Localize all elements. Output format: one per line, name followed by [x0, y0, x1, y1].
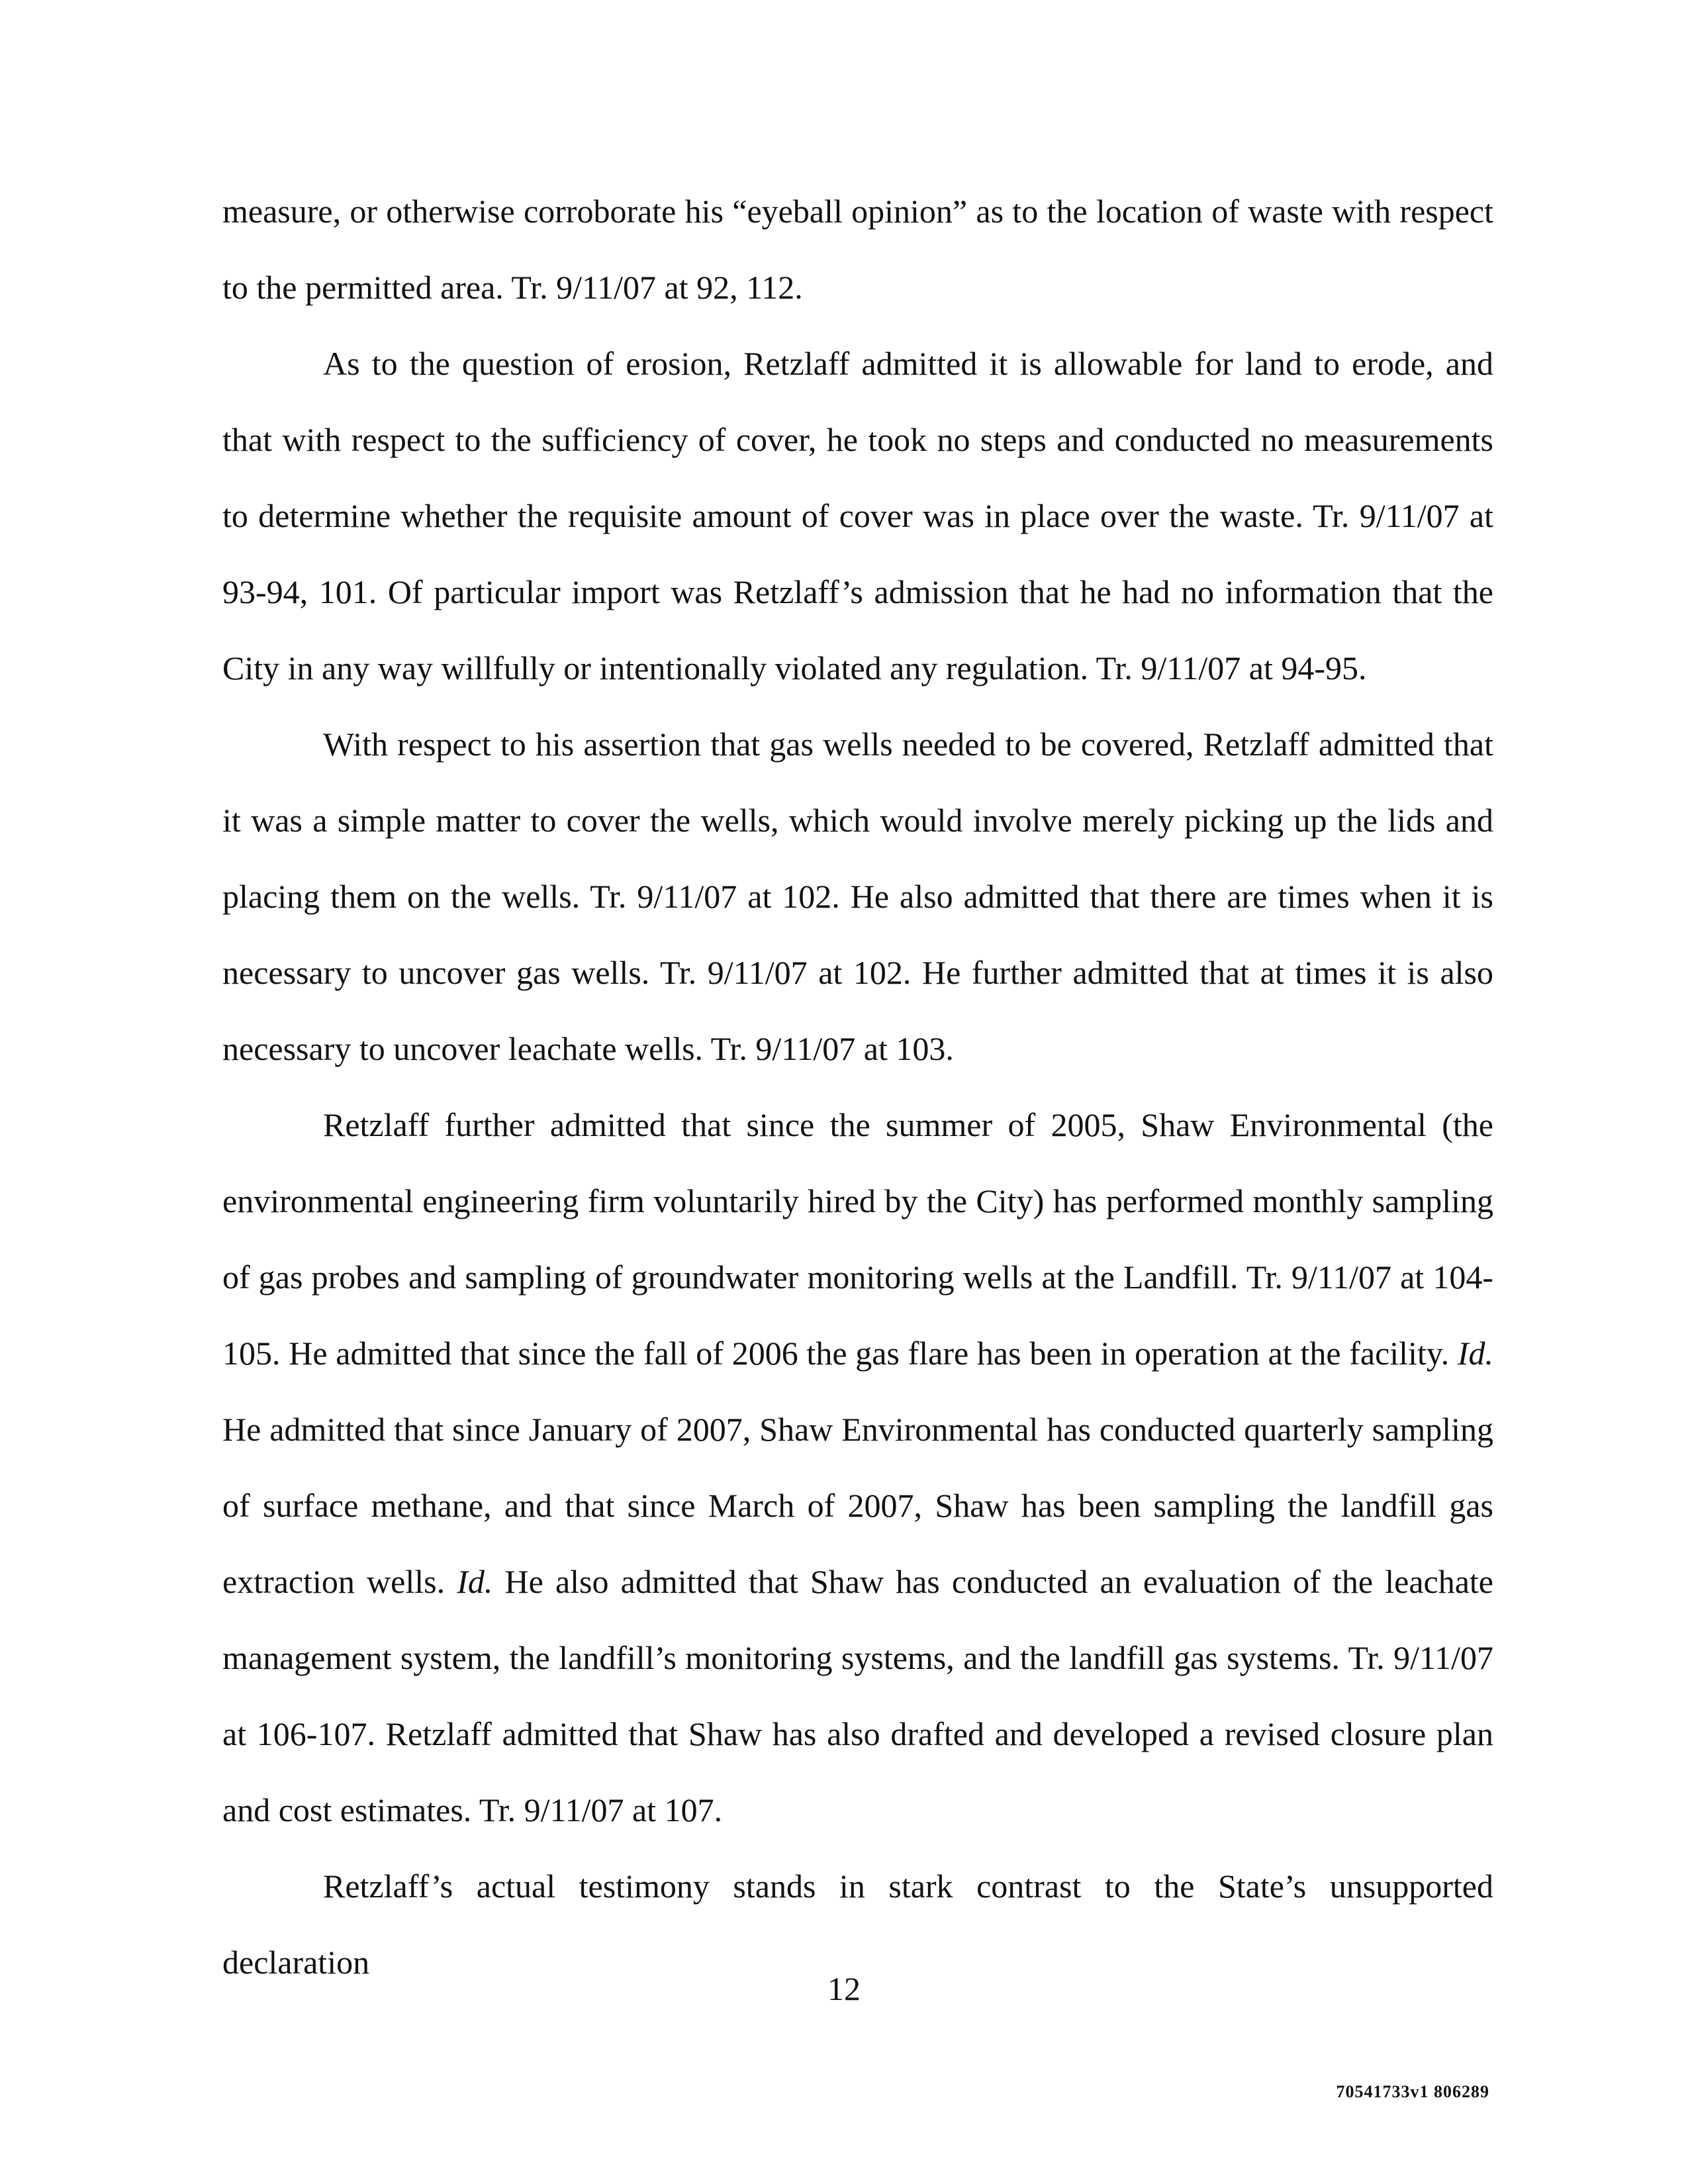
paragraph-4-part-2: He admitted that since January of 2007, Shaw Environmental has conducted quarterly sampling of surface methane, and that since March of 2007, Shaw has been sampling the landfill gas extraction wells. — [222, 1411, 1493, 1600]
id-citation: Id. — [1457, 1335, 1493, 1372]
page-number: 12 — [827, 1970, 861, 2007]
paragraph-2: As to the question of erosion, Retzlaff admitted it is allowable for land to erode, and that with respect to the sufficiency of cover, he took no steps and conducted no measurements to determine whether the requisite amount of cover was in place over the waste. Tr. 9/11/07 at 93-94, 101. Of particular import was Retzlaff’s admission that he had no information that the City in any way willfully or intentionally violated any regulation. Tr. 9/11/07 at 94-95. — [222, 345, 1493, 687]
body-text — [222, 173, 1493, 2001]
paragraph-4 — [222, 1087, 1493, 1848]
document-id: 70541733v1 806289 — [1336, 2082, 1489, 2101]
paragraph-4-part-3: He also admitted that Shaw has conducted an evaluation of the leachate management system, the landfill’s monitoring systems, and the landfill gas systems. Tr. 9/11/07 at 106-107. Retzlaff admitted that Shaw has also drafted and developed a revised closure plan and cost estimates. Tr. 9/11/07 at 107. — [222, 1563, 1493, 1828]
paragraph-5: Retzlaff’s actual testimony stands in stark contrast to the State’s unsupported declaration — [222, 1868, 1493, 1981]
paragraph-4-part-1: Retzlaff further admitted that since the summer of 2005, Shaw Environmental (the environmental engineering firm voluntarily hired by the City) has performed monthly sampling of gas probes and sampling of groundwater monitoring wells at the Landfill. Tr. 9/11/07 at 104-105. He admitted that since the fall of 2006 the gas flare has been in operation at the facility. — [222, 1106, 1493, 1372]
paragraph-1: measure, or otherwise corroborate his “eyeball opinion” as to the location of waste with respect to the permitted area. Tr. 9/11/07 at 92, 112. — [222, 193, 1493, 306]
id-citation: Id. — [457, 1563, 493, 1600]
paragraph-3: With respect to his assertion that gas wells needed to be covered, Retzlaff admitted that it was a simple matter to cover the wells, which would involve merely picking up the lids and placing them on the wells. Tr. 9/11/07 at 102. He also admitted that there are times when it is necessary to uncover gas wells. Tr. 9/11/07 at 102. He further admitted that at times it is also necessary to uncover leachate wells. Tr. 9/11/07 at 103. — [222, 726, 1493, 1067]
